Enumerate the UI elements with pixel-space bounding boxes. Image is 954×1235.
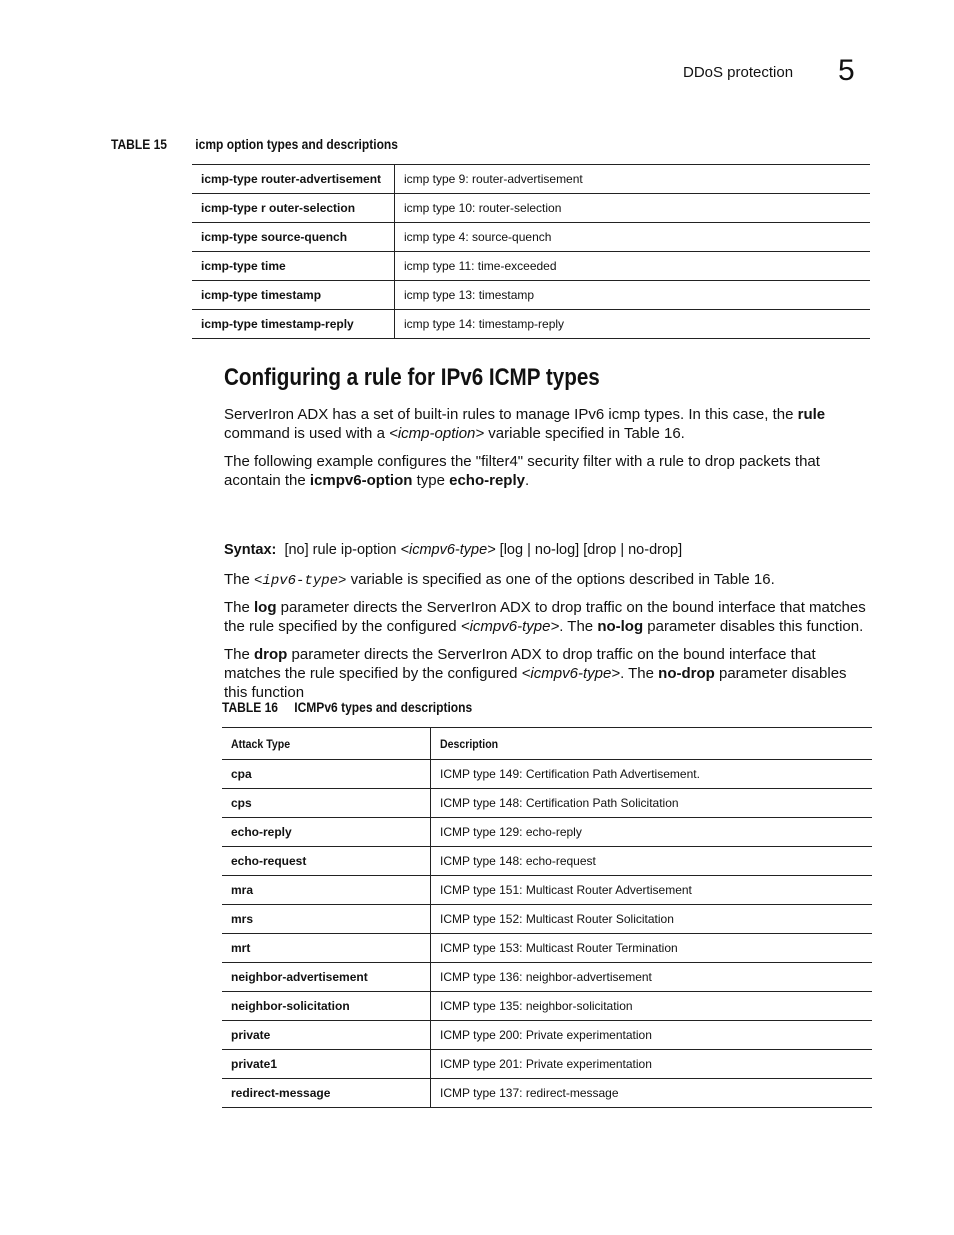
table-row	[222, 992, 872, 1021]
text: variable specified in Table 16.	[484, 425, 685, 442]
description-cell: ICMP type 151: Multicast Router Advertisement	[431, 876, 873, 905]
paragraph-variable	[224, 570, 874, 591]
table-header-row	[222, 728, 872, 760]
text: parameter directs the ServerIron ADX to drop traffic on the bound interface that matches the rule specified by the configured	[224, 599, 866, 635]
section-heading: Configuring a rule for IPv6 ICMP types	[224, 364, 600, 391]
description-cell: ICMP type 149: Certification Path Advertisement.	[431, 760, 873, 789]
text: parameter disables this function	[224, 665, 847, 701]
table15-caption	[111, 136, 398, 152]
table-row	[222, 789, 872, 818]
description-cell: icmp type 10: router-selection	[395, 194, 871, 223]
keyword: rule	[797, 406, 826, 423]
description-cell: icmp type 14: timestamp-reply	[395, 310, 871, 339]
text: type	[412, 472, 450, 489]
description-cell: ICMP type 152: Multicast Router Solicitation	[431, 905, 873, 934]
running-header-section: DDoS protection	[683, 64, 794, 81]
keyword: no-drop	[658, 665, 715, 682]
description-cell: icmp type 4: source-quench	[395, 223, 871, 252]
syntax-variable: <icmpv6-type>	[400, 542, 496, 558]
attack-type-cell: mra	[222, 876, 431, 905]
table-row	[222, 760, 872, 789]
attack-type-cell: cps	[222, 789, 431, 818]
text: . The	[620, 665, 659, 682]
table15-title: icmp option types and descriptions	[195, 136, 398, 152]
table-row	[222, 905, 872, 934]
text: ServerIron ADX has a set of built-in rules to manage IPv6 icmp types. In this case, the	[224, 406, 798, 423]
description-cell: ICMP type 201: Private experimentation	[431, 1050, 873, 1079]
text: The	[224, 646, 255, 663]
attack-type-cell: echo-request	[222, 847, 431, 876]
option-cell: icmp-type time	[192, 252, 395, 281]
attack-type-cell: neighbor-advertisement	[222, 963, 431, 992]
table16-title: ICMPv6 types and descriptions	[294, 699, 473, 715]
description-cell: ICMP type 136: neighbor-advertisement	[431, 963, 873, 992]
keyword: echo-reply	[449, 472, 525, 489]
description-cell: ICMP type 137: redirect-message	[431, 1079, 873, 1108]
table-row	[222, 963, 872, 992]
table-row	[222, 1050, 872, 1079]
attack-type-cell: private	[222, 1021, 431, 1050]
attack-type-cell: cpa	[222, 760, 431, 789]
option-cell: icmp-type timestamp	[192, 281, 395, 310]
syntax-command: [no] rule ip-option	[284, 542, 397, 558]
table-row	[192, 223, 870, 252]
text: The	[224, 599, 255, 616]
paragraph-drop	[224, 645, 874, 702]
table-row	[192, 194, 870, 223]
table-row	[222, 1079, 872, 1108]
description-cell: ICMP type 129: echo-reply	[431, 818, 873, 847]
table-row	[192, 310, 870, 339]
text: The following example configures the "filter4" security filter with a rule to drop packets that acontain the	[224, 453, 820, 489]
description-cell: ICMP type 148: Certification Path Solicitation	[431, 789, 873, 818]
chapter-number: 5	[838, 54, 855, 87]
text: . The	[559, 618, 598, 635]
keyword: no-log	[597, 618, 644, 635]
description-cell: icmp type 13: timestamp	[395, 281, 871, 310]
variable: <icmpv6-type>	[521, 665, 621, 682]
table-row	[192, 252, 870, 281]
table-row	[222, 847, 872, 876]
description-cell: ICMP type 148: echo-request	[431, 847, 873, 876]
keyword: log	[254, 599, 277, 616]
keyword: icmpv6-option	[309, 472, 413, 489]
attack-type-cell: redirect-message	[222, 1079, 431, 1108]
description-cell: icmp type 11: time-exceeded	[395, 252, 871, 281]
header-text: Attack Type	[231, 736, 291, 751]
column-header-attack-type	[222, 728, 431, 760]
attack-type-cell: private1	[222, 1050, 431, 1079]
description-cell: icmp type 9: router-advertisement	[395, 165, 871, 194]
table15	[192, 164, 870, 339]
attack-type-cell: mrt	[222, 934, 431, 963]
table-row	[222, 1021, 872, 1050]
option-cell: icmp-type router-advertisement	[192, 165, 395, 194]
description-cell: ICMP type 153: Multicast Router Termination	[431, 934, 873, 963]
option-cell: icmp-type source-quench	[192, 223, 395, 252]
header-text: Description	[440, 736, 499, 751]
table16-caption	[222, 699, 472, 715]
syntax-label: Syntax:	[224, 542, 277, 558]
column-header-description	[431, 728, 873, 760]
table-row	[192, 165, 870, 194]
variable: <ipv6-type>	[254, 573, 347, 589]
table-row	[222, 934, 872, 963]
attack-type-cell: neighbor-solicitation	[222, 992, 431, 1021]
keyword: drop	[254, 646, 288, 663]
variable: <icmp-option>	[389, 425, 485, 442]
description-cell: ICMP type 135: neighbor-solicitation	[431, 992, 873, 1021]
text: parameter directs the ServerIron ADX to drop traffic on the bound interface that matches the rule specified by the configured	[224, 646, 816, 682]
table16	[222, 727, 872, 1108]
table-row	[222, 818, 872, 847]
paragraph-intro	[224, 405, 874, 443]
option-cell: icmp-type timestamp-reply	[192, 310, 395, 339]
description-cell: ICMP type 200: Private experimentation	[431, 1021, 873, 1050]
text: command is used with a	[224, 425, 390, 442]
variable: <icmpv6-type>	[460, 618, 560, 635]
syntax-options: [log | no-log] [drop | no-drop]	[499, 542, 683, 558]
table16-label: TABLE 16	[222, 699, 278, 715]
paragraph-log	[224, 598, 874, 636]
table-row	[222, 876, 872, 905]
table15-label: TABLE 15	[111, 136, 167, 152]
attack-type-cell: mrs	[222, 905, 431, 934]
table-row	[192, 281, 870, 310]
attack-type-cell: echo-reply	[222, 818, 431, 847]
text: parameter disables this function.	[643, 618, 864, 635]
option-cell: icmp-type r outer-selection	[192, 194, 395, 223]
text: variable is specified as one of the options described in Table 16.	[346, 571, 775, 588]
syntax-line	[224, 542, 682, 558]
paragraph-example	[224, 452, 874, 490]
text: The	[224, 571, 255, 588]
text: .	[524, 472, 530, 489]
